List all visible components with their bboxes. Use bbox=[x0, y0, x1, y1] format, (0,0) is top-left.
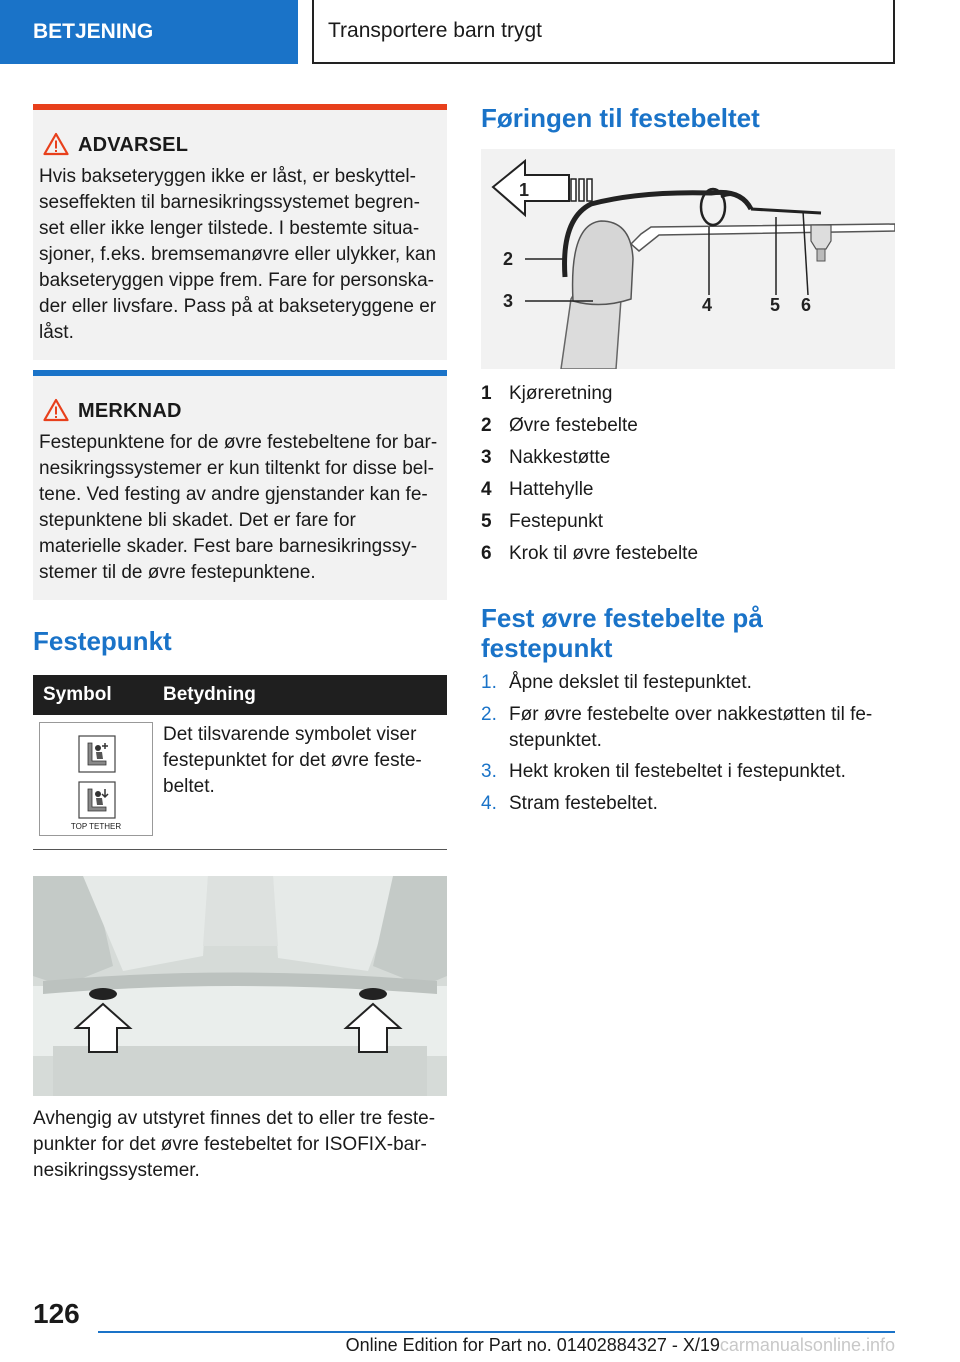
legend-item bbox=[481, 474, 891, 506]
legend-text: Øvre festebelte bbox=[509, 415, 638, 436]
footer-rule bbox=[98, 1331, 895, 1333]
warning-bar bbox=[33, 104, 447, 110]
isofix-child-seat-icon bbox=[78, 735, 116, 773]
step-item bbox=[481, 791, 891, 817]
warning-box bbox=[33, 104, 447, 360]
col-symbol-header: Symbol bbox=[43, 684, 112, 705]
legend-number: 2 bbox=[481, 415, 492, 436]
legend-text: Festepunkt bbox=[509, 511, 603, 532]
legend-item bbox=[481, 442, 891, 474]
tether-routing-diagram bbox=[481, 149, 895, 369]
note-title: MERKNAD bbox=[78, 400, 182, 422]
step-text: Stram festebeltet. bbox=[509, 793, 658, 814]
step-text: Hekt kroken til festebeltet i festepunktet. bbox=[509, 761, 846, 782]
rear-shelf-photo bbox=[33, 876, 447, 1096]
top-tether-caption: TOP TETHER bbox=[70, 822, 122, 831]
step-number: 2. bbox=[481, 704, 497, 725]
diagram-label-5: 5 bbox=[770, 295, 781, 315]
warning-title: ADVARSEL bbox=[78, 134, 189, 156]
symbol-cell bbox=[39, 722, 153, 836]
legend-item bbox=[481, 378, 891, 410]
legend-text: Hattehylle bbox=[509, 479, 594, 500]
legend-text: Nakkestøtte bbox=[509, 447, 611, 468]
step-text: Åpne dekslet til festepunktet. bbox=[509, 672, 752, 693]
step-item bbox=[481, 702, 891, 754]
notice-triangle-icon bbox=[43, 398, 69, 422]
legend-number: 3 bbox=[481, 447, 492, 468]
symbol-meaning-text: Det tilsvarende symbolet viser festepunktet for det øvre feste- beltet. bbox=[163, 724, 422, 797]
routing-heading: Føringen til festebeltet bbox=[481, 103, 760, 133]
diagram-label-1: 1 bbox=[519, 180, 530, 200]
legend-item bbox=[481, 506, 891, 538]
legend-text: Kjøreretning bbox=[509, 383, 613, 404]
col-meaning-header: Betydning bbox=[163, 684, 256, 705]
diagram-label-3: 3 bbox=[503, 291, 514, 311]
warning-triangle-icon bbox=[43, 132, 69, 156]
step-number: 3. bbox=[481, 761, 497, 782]
legend-number: 1 bbox=[481, 383, 492, 404]
legend-item bbox=[481, 410, 891, 442]
note-text: Festepunktene for de øvre festebeltene for bar- nesikringssystemer er kun tiltenkt for disse bel- tene. Ved festing av andre gjenstander kan fe- stepunktene bli skadet. Det er fare for materielle skader. Fest bare barnesikringssy- stemer til de øvre festepunktene. bbox=[39, 432, 438, 583]
edition-text bbox=[240, 1335, 895, 1356]
fasten-heading bbox=[481, 603, 763, 663]
fasten-heading-line1: Fest øvre festebelte på bbox=[481, 603, 763, 633]
festepunkt-heading: Festepunkt bbox=[33, 626, 172, 656]
diagram-label-4: 4 bbox=[702, 295, 713, 315]
legend-number: 5 bbox=[481, 511, 492, 532]
symbol-table-header bbox=[33, 675, 447, 715]
step-number: 4. bbox=[481, 793, 497, 814]
legend-item bbox=[481, 538, 891, 570]
step-number: 1. bbox=[481, 672, 497, 693]
step-text: Før øvre festebelte over nakkestøtten til fe- stepunktet. bbox=[509, 704, 873, 751]
diagram-label-6: 6 bbox=[801, 295, 812, 315]
fasten-heading-line2: festepunkt bbox=[481, 633, 613, 663]
diagram-label-2: 2 bbox=[503, 249, 514, 269]
step-item bbox=[481, 759, 891, 785]
watermark-text: carmanualsonline.info bbox=[719, 1335, 895, 1355]
page-number: 126 bbox=[33, 1298, 80, 1329]
chapter-title: Transportere barn trygt bbox=[312, 0, 895, 64]
legend-number: 4 bbox=[481, 479, 492, 500]
warning-text: Hvis bakseteryggen ikke er låst, er beskyttel- seseffekten til barnesikringssystemet begren- set eller ikke lenger tilstede. I bestemte situa- sjoner, f.eks. bremsemanøvre eller ulykker, kan bakseteryggen vippe frem. Fare for personska- der eller livsfare. Pass på at bakseteryggene er låst. bbox=[39, 166, 437, 343]
note-box bbox=[33, 370, 447, 600]
table-bottom-rule bbox=[33, 849, 447, 850]
step-item bbox=[481, 670, 891, 696]
legend-text: Krok til øvre festebelte bbox=[509, 543, 699, 564]
edition-label: Online Edition for Part no. 01402884327 - X/19 bbox=[345, 1335, 720, 1355]
photo-caption: Avhengig av utstyret finnes det to eller tre feste- punkter for det øvre festebeltet for ISOFIX-bar- nesikringssystemer. bbox=[33, 1108, 436, 1181]
top-tether-icon bbox=[78, 781, 116, 819]
note-bar bbox=[33, 370, 447, 376]
legend-number: 6 bbox=[481, 543, 492, 564]
section-tab: BETJENING bbox=[0, 0, 298, 64]
